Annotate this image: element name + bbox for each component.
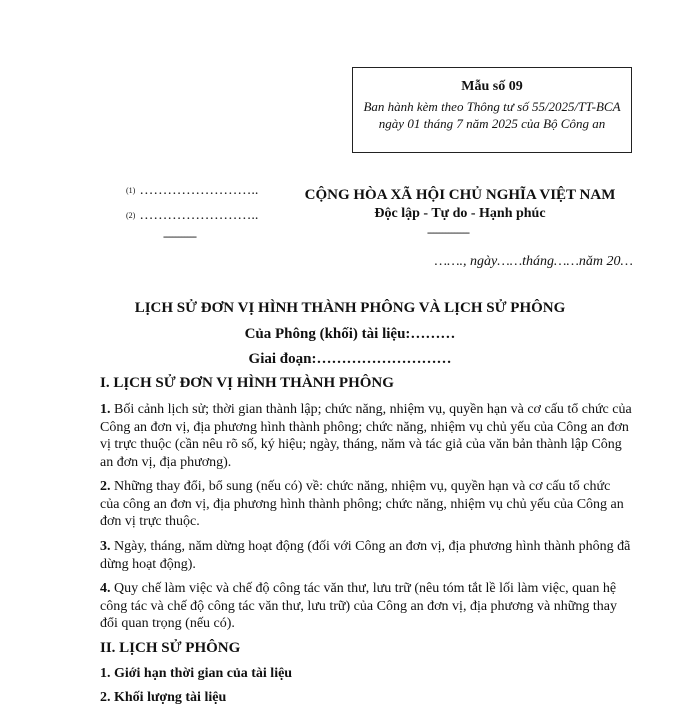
period-label: Giai đoạn:……………………… <box>248 351 452 367</box>
org-line-2-dots: …………………….. <box>139 208 259 223</box>
item-text: Ngày, tháng, năm dừng hoạt động (đối với Công an đơn vị, địa phương hình thành phông đã dừng hoạt động). <box>100 539 631 572</box>
section-1-item-2 <box>100 478 632 531</box>
item-number: 4. <box>100 581 111 596</box>
org-line-1-marker: (1) <box>126 186 136 195</box>
section-2-heading: II. LỊCH SỬ PHÔNG <box>100 640 241 656</box>
org-line-1 <box>126 183 258 199</box>
fonds-label: Của Phông (khối) tài liệu:……… <box>244 326 456 342</box>
form-issued-by: Ban hành kèm theo Thông tư số 55/2025/TT-BCA ngày 01 tháng 7 năm 2025 của Bộ Công an <box>363 99 621 131</box>
item-number: 3. <box>100 539 111 554</box>
item-number: 1. <box>100 402 111 417</box>
org-line-2 <box>126 208 258 224</box>
document-title: LỊCH SỬ ĐƠN VỊ HÌNH THÀNH PHÔNG VÀ LỊCH SỬ PHÔNG <box>134 300 566 316</box>
org-separator: ----------- <box>163 229 196 243</box>
section-1-item-3 <box>100 538 632 573</box>
section-1-item-4 <box>100 580 632 633</box>
item-text: Bối cảnh lịch sử; thời gian thành lập; chức năng, nhiệm vụ, quyền hạn và cơ cấu tổ chức của Công an đơn vị, địa phương hình thành phông; chức năng, nhiệm vụ chủ yếu của Công an đơn vị trực thuộc (cần nêu rõ số, ký hiệu; ngày, tháng, năm và tác giả của văn bản thành lập Công an đơn vị, địa phương). <box>100 402 632 470</box>
form-info-box <box>352 67 632 153</box>
form-number: Mẫu số 09 <box>461 79 523 94</box>
nation-separator: -------------- <box>427 225 469 239</box>
nation-motto: Độc lập - Tự do - Hạnh phúc <box>374 206 546 221</box>
section-2-sub-2: 2. Khối lượng tài liệu <box>100 690 227 705</box>
item-number: 2. <box>100 479 111 494</box>
item-text: Những thay đổi, bổ sung (nếu có) về: chức năng, nhiệm vụ, quyền hạn và cơ cấu tổ chức của công an đơn vị, địa phương hình thành phông; chức năng, nhiệm vụ chủ yếu của Công an đơn vị trực thuộc. <box>100 479 624 529</box>
org-line-2-marker: (2) <box>126 211 136 220</box>
date-line: ……., ngày……tháng……năm 20… <box>434 254 633 269</box>
nation-name: CỘNG HÒA XÃ HỘI CHỦ NGHĨA VIỆT NAM <box>304 187 616 203</box>
section-1-heading: I. LỊCH SỬ ĐƠN VỊ HÌNH THÀNH PHÔNG <box>100 375 394 391</box>
org-line-1-dots: …………………….. <box>139 183 259 198</box>
section-1-item-1 <box>100 401 632 471</box>
section-2-sub-1: 1. Giới hạn thời gian của tài liệu <box>100 666 293 681</box>
item-text: Quy chế làm việc và chế độ công tác văn thư, lưu trữ (nêu tóm tắt lề lối làm việc, quan hệ công tác và chế độ công tác văn thư, lưu trữ) của Công an đơn vị, địa phương và những thay đổi quan trọng (nếu có). <box>100 581 617 631</box>
